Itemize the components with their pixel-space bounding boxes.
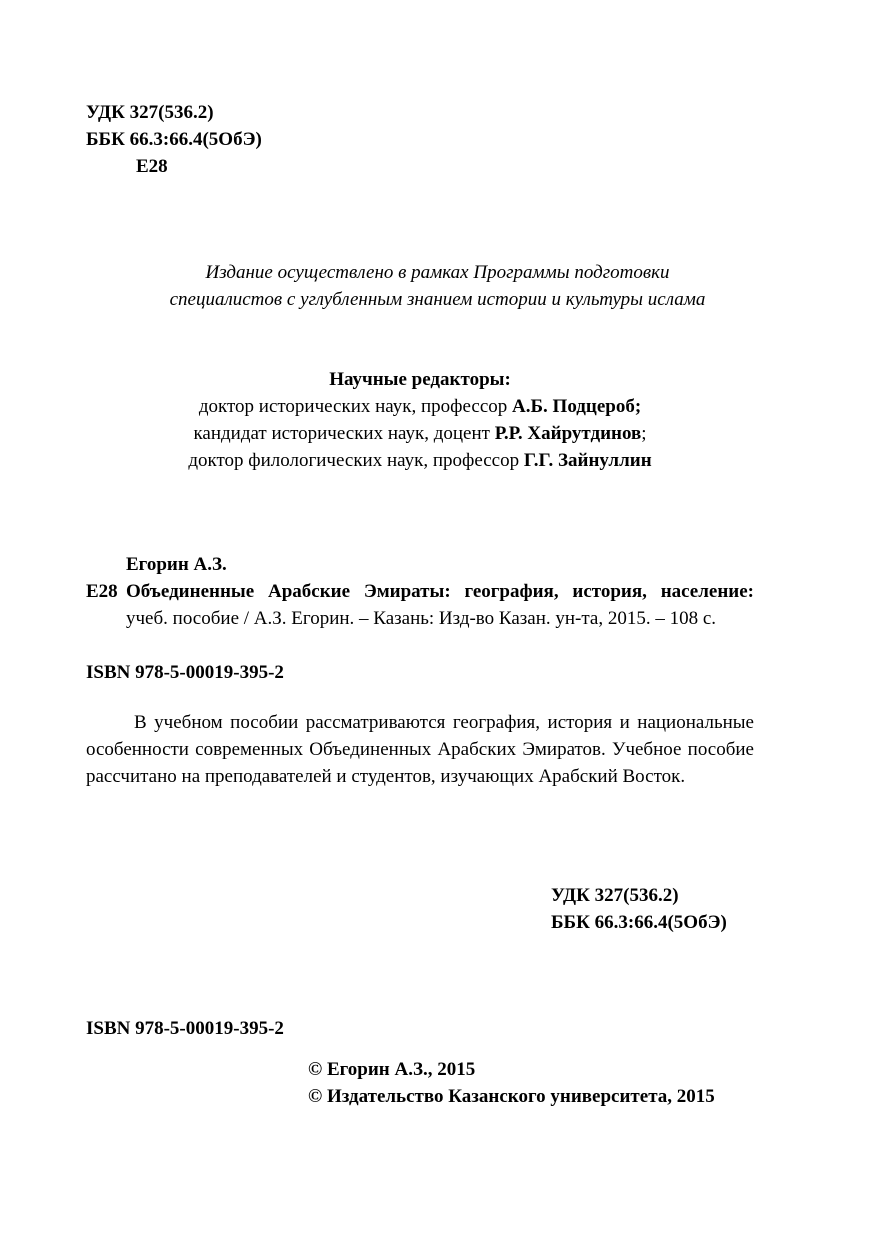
bib-title: Объединенные Арабские Эмираты: география, история, население: [126,581,754,602]
bbk-code-footer: ББК 66.3:66.4(5ОбЭ) [551,912,727,933]
copyright-author: © Егорин А.З., 2015 [308,1059,476,1080]
copyright-block [308,1056,715,1110]
annotation-text: В учебном пособии рассматриваются география, история и национальные особенности современных Объединенных Арабских Эмиратов. Учебное пособие рассчитано на преподавателей и студентов, изучающих Арабский Восток. [86,712,754,787]
udk-code: УДК 327(536.2) [86,102,214,123]
editor-line [0,393,840,420]
classification-header [86,99,262,180]
bbk-code: ББК 66.3:66.4(5ОбЭ) [86,129,262,150]
isbn: ISBN 978-5-00019-395-2 [86,662,284,683]
edition-note-line-2: специалистов с углубленным знанием истории и культуры ислама [169,289,706,310]
editor-name: А.Б. Подцероб; [512,396,642,417]
editor-role: кандидат исторических наук, доцент [193,423,495,444]
classification-footer [551,882,727,936]
editors-heading: Научные редакторы: [329,369,511,390]
editor-role: доктор филологических наук, профессор [188,450,524,471]
bibliographic-record [86,551,754,632]
bib-author: Егорин А.З. [126,554,227,575]
editor-name: Р.Р. Хайрутдинов [494,423,642,444]
editor-line [0,420,840,447]
scientific-editors [0,366,840,474]
editor-suffix: ; [641,423,647,444]
edition-note [0,259,875,313]
annotation [86,709,754,790]
editor-line [0,447,840,474]
editor-role: доктор исторических наук, профессор [198,396,513,417]
author-mark-code: Е28 [136,156,168,177]
udk-code-footer: УДК 327(536.2) [551,885,679,906]
bib-imprint: учеб. пособие / А.З. Егорин. – Казань: Изд-во Казан. ун-та, 2015. – 108 с. [126,608,717,629]
bib-title-line [86,578,754,605]
edition-note-line-1: Издание осуществлено в рамках Программы подготовки [205,262,670,283]
copyright-publisher: © Издательство Казанского университета, 2015 [308,1086,715,1107]
isbn-footer: ISBN 978-5-00019-395-2 [86,1018,284,1039]
editor-name: Г.Г. Зайнуллин [523,450,652,471]
bib-code: Е28 [86,581,118,602]
